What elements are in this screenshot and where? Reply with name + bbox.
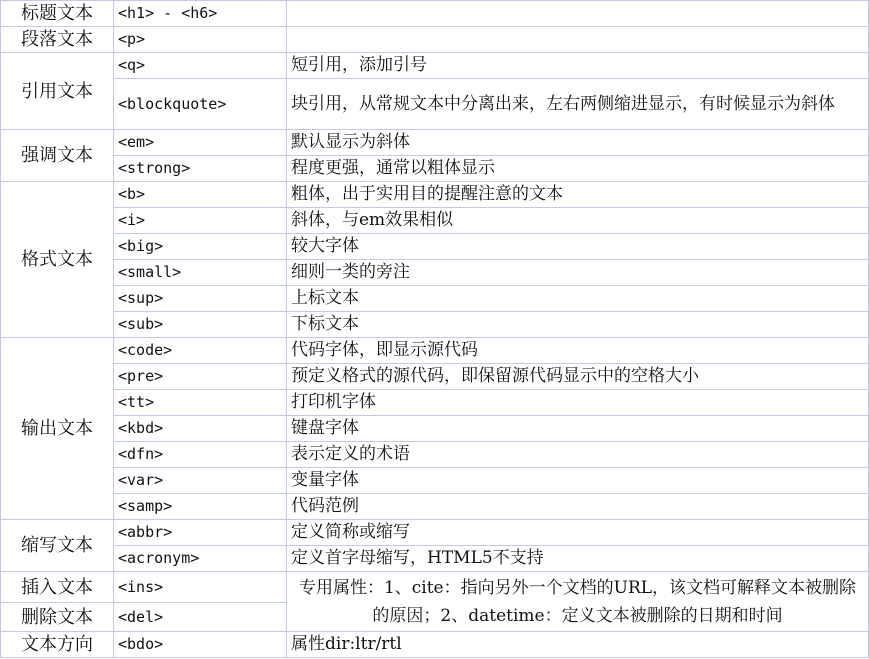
table-row — [1, 416, 869, 442]
tag-cell: <sup> — [114, 286, 287, 312]
table-row — [1, 338, 869, 364]
ins-del-note-cell: 专用属性：1、cite：指向另外一个文档的URL，该文档可解释文本被删除的原因；2、datetime：定义文本被删除的日期和时间 — [287, 572, 869, 632]
category-cell: 段落文本 — [1, 27, 114, 53]
description-cell: 预定义格式的源代码，即保留源代码显示中的空格大小 — [287, 364, 869, 390]
table-row — [1, 390, 869, 416]
tag-cell: <blockquote> — [114, 79, 287, 130]
description-cell: 代码字体，即显示源代码 — [287, 338, 869, 364]
description-cell: 斜体，与em效果相似 — [287, 208, 869, 234]
description-cell: 上标文本 — [287, 286, 869, 312]
description-cell: 表示定义的术语 — [287, 442, 869, 468]
tag-cell: <dfn> — [114, 442, 287, 468]
table-row — [1, 79, 869, 130]
category-cell: 文本方向 — [1, 632, 114, 658]
description-cell — [287, 1, 869, 27]
description-cell: 代码范例 — [287, 494, 869, 520]
table-row — [1, 260, 869, 286]
description-cell: 定义首字母缩写，HTML5不支持 — [287, 546, 869, 572]
tag-cell: <i> — [114, 208, 287, 234]
tag-cell: <var> — [114, 468, 287, 494]
tag-cell: <pre> — [114, 364, 287, 390]
table-row — [1, 208, 869, 234]
tag-cell: <h1> - <h6> — [114, 1, 287, 27]
category-cell: 插入文本 — [1, 572, 114, 603]
category-cell: 标题文本 — [1, 1, 114, 27]
description-cell: 细则一类的旁注 — [287, 260, 869, 286]
tag-cell: <b> — [114, 182, 287, 208]
description-cell: 打印机字体 — [287, 390, 869, 416]
tag-cell: <del> — [114, 603, 287, 632]
table-row — [1, 130, 869, 156]
table-row — [1, 156, 869, 182]
description-cell: 程度更强，通常以粗体显示 — [287, 156, 869, 182]
category-cell: 引用文本 — [1, 53, 114, 130]
table-row — [1, 1, 869, 27]
tag-cell: <kbd> — [114, 416, 287, 442]
table-row — [1, 546, 869, 572]
category-cell: 删除文本 — [1, 603, 114, 632]
tag-cell: <bdo> — [114, 632, 287, 658]
tag-cell: <acronym> — [114, 546, 287, 572]
table-row — [1, 27, 869, 53]
table-row — [1, 468, 869, 494]
tag-cell: <ins> — [114, 572, 287, 603]
table-row — [1, 182, 869, 208]
category-cell: 缩写文本 — [1, 520, 114, 572]
tag-cell: <em> — [114, 130, 287, 156]
description-cell: 短引用，添加引号 — [287, 53, 869, 79]
tag-cell: <small> — [114, 260, 287, 286]
tag-cell: <p> — [114, 27, 287, 53]
description-cell: 粗体，出于实用目的提醒注意的文本 — [287, 182, 869, 208]
table-row — [1, 286, 869, 312]
table-row — [1, 312, 869, 338]
tag-cell: <q> — [114, 53, 287, 79]
table-row — [1, 364, 869, 390]
table-row — [1, 520, 869, 546]
description-cell: 下标文本 — [287, 312, 869, 338]
description-cell: 默认显示为斜体 — [287, 130, 869, 156]
category-cell: 输出文本 — [1, 338, 114, 520]
table-row — [1, 442, 869, 468]
tag-cell: <abbr> — [114, 520, 287, 546]
category-cell: 强调文本 — [1, 130, 114, 182]
table-row — [1, 572, 869, 603]
tag-cell: <sub> — [114, 312, 287, 338]
description-cell — [287, 27, 869, 53]
description-cell: 较大字体 — [287, 234, 869, 260]
description-cell: 块引用，从常规文本中分离出来，左右两侧缩进显示，有时候显示为斜体 — [287, 79, 869, 130]
tag-cell: <samp> — [114, 494, 287, 520]
description-cell: 属性dir:ltr/rtl — [287, 632, 869, 658]
tag-cell: <strong> — [114, 156, 287, 182]
table-row — [1, 53, 869, 79]
tag-cell: <big> — [114, 234, 287, 260]
tag-cell: <code> — [114, 338, 287, 364]
tag-cell: <tt> — [114, 390, 287, 416]
description-cell: 键盘字体 — [287, 416, 869, 442]
description-cell: 变量字体 — [287, 468, 869, 494]
description-cell: 定义简称或缩写 — [287, 520, 869, 546]
table-row — [1, 494, 869, 520]
table-row — [1, 632, 869, 658]
table-row — [1, 234, 869, 260]
category-cell: 格式文本 — [1, 182, 114, 338]
